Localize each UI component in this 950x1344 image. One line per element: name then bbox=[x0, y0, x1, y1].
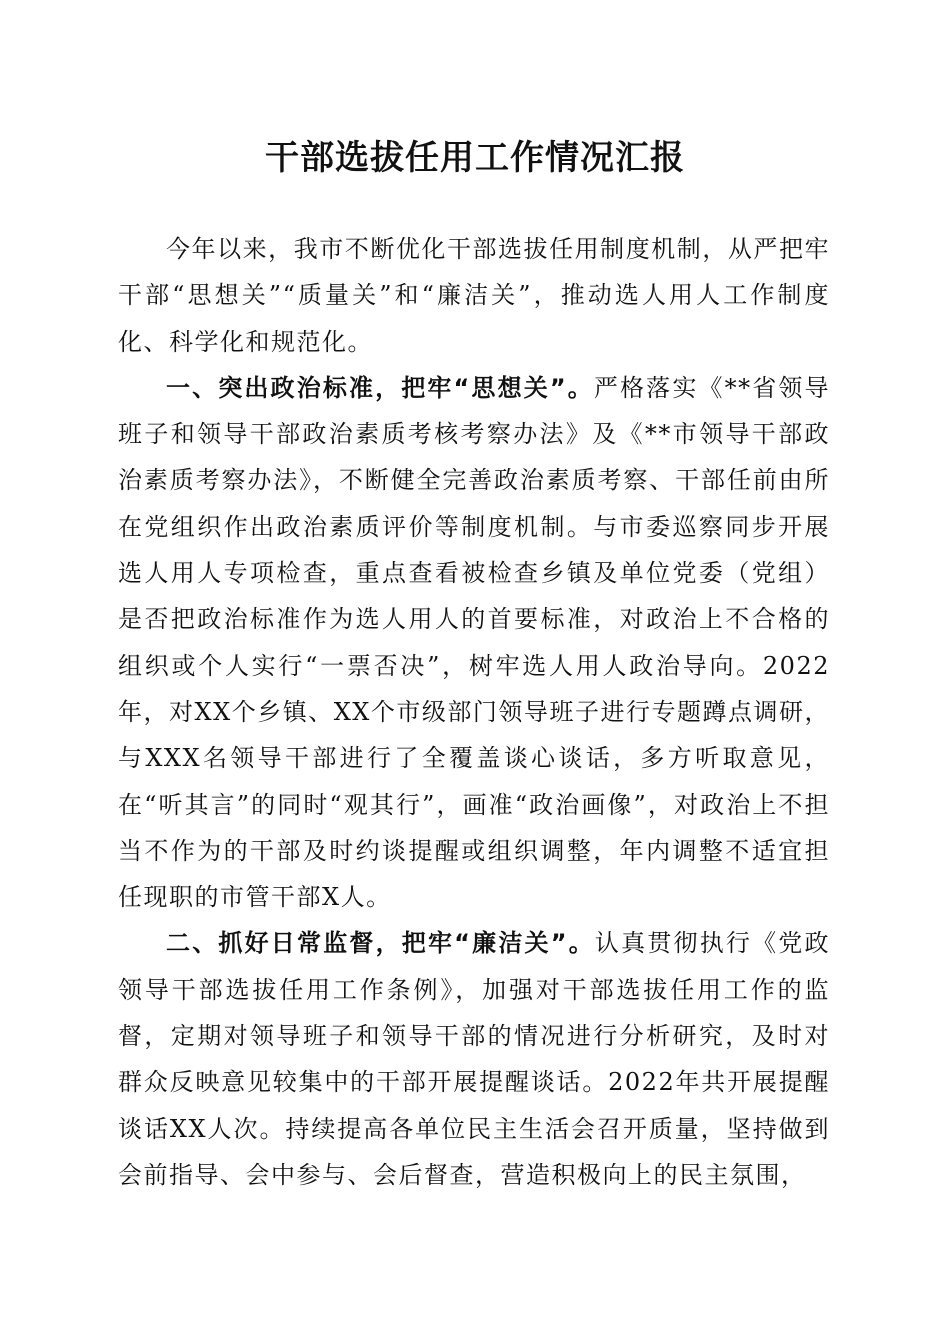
section-paragraph-1 bbox=[118, 365, 830, 921]
intro-paragraph: 今年以来，我市不断优化干部选拔任用制度机制，从严把牢干部“思想关”“质量关”和“廉洁关”，推动选人用人工作制度化、科学化和规范化。 bbox=[118, 235, 830, 356]
section-body-2: 认真贯彻执行《党政领导干部选拔任用工作条例》，加强对干部选拔任用工作的监督，定期对领导班子和领导干部的情况进行分析研究，及时对群众反映意见较集中的干部开展提醒谈话。2022年共开展提醒谈话XX人次。持续提高各单位民主生活会召开质量，坚持做到会前指导、会中参与、会后督查，营造积极向上的民主氛围， bbox=[118, 929, 831, 1189]
document-title: 干部选拔任用工作情况汇报 bbox=[265, 138, 685, 178]
section-heading-2: 二、抓好日常监督，把牢“廉洁关”。 bbox=[166, 929, 595, 958]
document-body bbox=[118, 226, 830, 1198]
section-paragraph-2 bbox=[118, 920, 830, 1198]
section-body-1: 严格落实《**省领导班子和领导干部政治素质考核考察办法》及《**市领导干部政治素质考察办法》，不断健全完善政治素质考察、干部任前由所在党组织作出政治素质评价等制度机制。与市委巡察同步开展选人用人专项检查，重点查看被检查乡镇及单位党委（党组）是否把政治标准作为选人用人的首要标准，对政治上不合格的组织或个人实行“一票否决”，树牢选人用人政治导向。2022年，对XX个乡镇、XX个市级部门领导班子进行专题蹲点调研，与XXX名领导干部进行了全覆盖谈心谈话，多方听取意见，在“听其言”的同时“观其行”，画准“政治画像”，对政治上不担当不作为的干部及时约谈提醒或组织调整，年内调整不适宜担任现职的市管干部X人。 bbox=[118, 373, 831, 912]
section-heading-1: 一、突出政治标准，把牢“思想关”。 bbox=[166, 373, 594, 402]
